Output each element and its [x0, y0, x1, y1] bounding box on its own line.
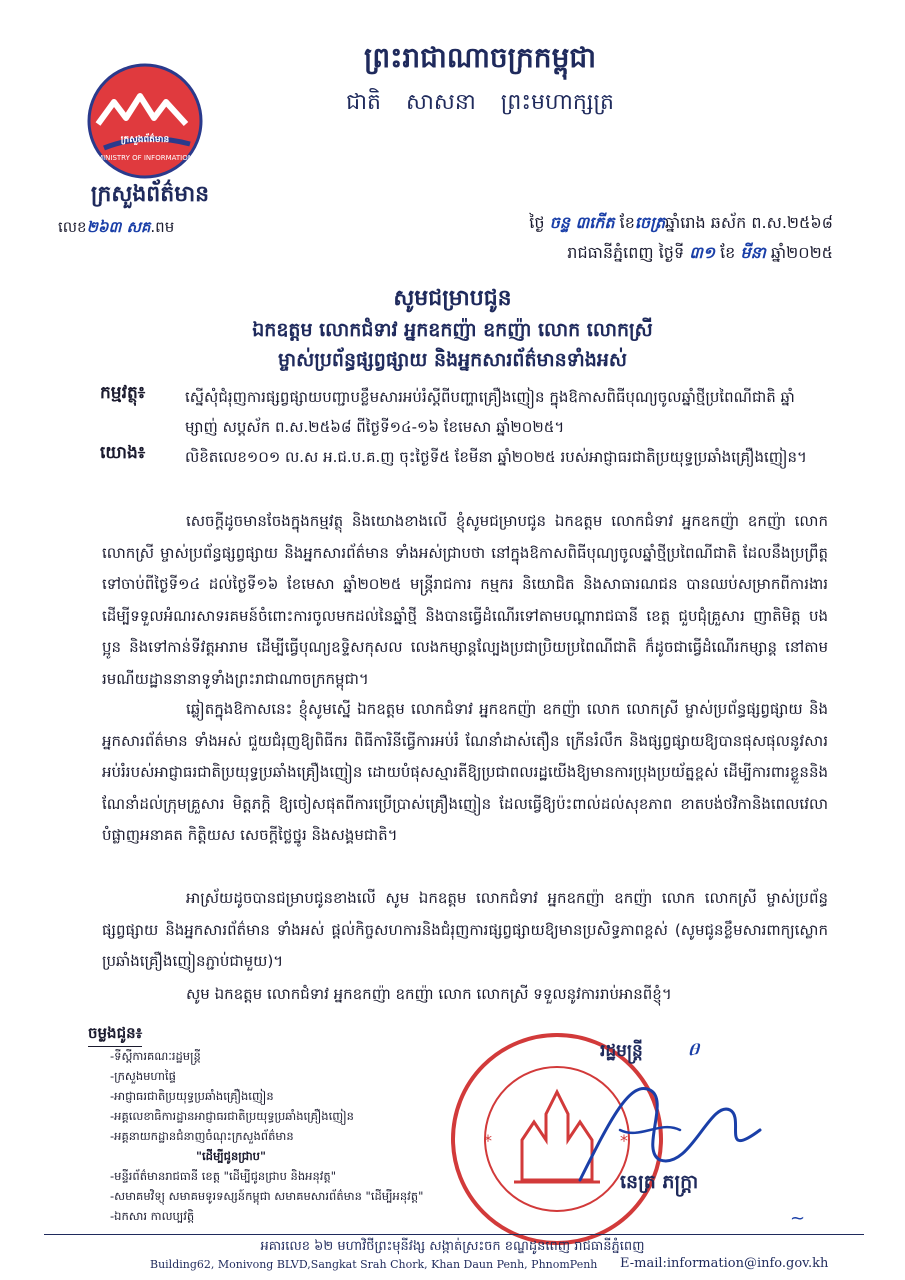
svg-text:*: * [620, 1131, 628, 1150]
subject-label: កម្មវត្ថុ៖ [100, 383, 146, 403]
copies-item: -មន្ទីរព័ត៌មានរាជធានី ខេត្ត "ដើម្បីជូនជ្រាប និងអនុវត្ត" [110, 1169, 336, 1183]
copies-item: -សមាគមវិទ្យុ សមាគមទូរទស្សន៍កម្ពុជា សមាគមសារព័ត៌មាន "ដើម្បីអនុវត្ត" [110, 1189, 424, 1203]
national-motto: ជាតិ សាសនា ព្រះមហាក្សត្រ [346, 90, 614, 115]
closing-sentence: សូម ឯកឧត្តម លោកជំទាវ អ្នកឧកញ៉ា ឧកញ៉ា លោក លោកស្រី ទទួលនូវការរាប់អានពីខ្ញុំ។ [186, 985, 672, 1003]
reference-number-line [58, 218, 174, 240]
solar-prefix: រាជធានីភ្នំពេញ ថ្ងៃទី [567, 243, 685, 262]
footer-address-km: អគារលេខ ៦២ មហាវិថីព្រះមុនីវង្ស សង្កាត់ស្រះចក ខណ្ឌដូនពេញ រាជធានីភ្នំពេញ [260, 1239, 645, 1254]
copies-item: -អគ្គលេខាធិការដ្ឋានអាជ្ញាធរជាតិប្រយុទ្ធប្រឆាំងគ្រឿងញៀន [110, 1109, 354, 1123]
addressee-line-2: ម្ចាស់ប្រព័ន្ធផ្សព្វផ្សាយ និងអ្នកសារព័ត៌មានទាំងអស់ [278, 349, 627, 371]
copies-item: "ដើម្បីជូនជ្រាប" [196, 1149, 266, 1163]
reference-text: លិខិតលេខ១០១ ល.ស អ.ជ.ប.គ.ញ ចុះថ្ងៃទី៥ ខែមីនា ឆ្នាំ២០២៥ របស់អាជ្ញាធរជាតិប្រយុទ្ធប្រឆាំងគ្រឿងញៀន។ [185, 448, 807, 466]
lunar-day: ចន្ទ ៣កើត [549, 213, 615, 232]
body-paragraph-2: ឆ្លៀតក្នុងឱកាសនេះ ខ្ញុំសូមស្នើ ឯកឧត្តម លោកជំទាវ អ្នកឧកញ៉ា ឧកញ៉ា លោក លោកស្រី ម្ចាស់ប្រព័ន្ធផ្សព្វផ្សាយ និងអ្នកសារព័ត៌មាន ទាំងអស់ ជួយជំរុញឱ្យពិធីករ ពិធីការិនីធ្វើការអប់រំ ណែនាំដាស់តឿន ក្រើនរំលឹក និងផ្សព្វផ្សាយឱ្យបានផុសផុលនូវសារអប់រំរបស់អាជ្ញាធរជាតិប្រយុទ្ធប្រឆាំងគ្រឿងញៀន ដោយបំផុសស្មារតីឱ្យប្រជាពលរដ្ឋយើងឱ្យមានការប្រុងប្រយ័ត្នខ្ពស់ ដើម្បីការពារខ្លួននិងណែនាំដល់ក្រុមគ្រួសារ មិត្តភក្តិ ឱ្យចៀសផុតពីការប្រើប្រាស់គ្រឿងញៀន ដែលធ្វើឱ្យប៉ះពាល់ដល់សុខភាព ខាតបង់ថវិកានិងពេលវេលា បំផ្លាញអនាគត កិត្តិយស សេចក្តីថ្លៃថ្នូរ និងសង្គមជាតិ។ [102, 700, 828, 844]
solar-month-label: ខែ [720, 243, 736, 262]
ministry-name: ក្រសួងព័ត៌មាន [90, 182, 210, 207]
lunar-prefix: ថ្ងៃ [529, 213, 545, 232]
footer-address-en: Building62, Monivong BLVD,Sangkat Srah Chork, Khan Daun Penh, PhnomPenh [150, 1258, 598, 1271]
signatory-title: រដ្ឋមន្ត្រី [600, 1041, 643, 1061]
copies-item: -ក្រសួងមហាផ្ទៃ [110, 1069, 176, 1083]
copies-list [110, 1046, 423, 1226]
lunar-date [529, 212, 833, 236]
copies-item: -ឯកសារ កាលប្បវត្តិ [110, 1209, 195, 1223]
initial-mark: ፀ [688, 1036, 699, 1061]
ref-suffix: .ពម [150, 218, 175, 236]
ref-prefix: លេខ [58, 218, 87, 236]
copies-item: -អាជ្ញាធរជាតិប្រយុទ្ធប្រឆាំងគ្រឿងញៀន [110, 1089, 274, 1103]
subject-text: ស្នើសុំជំរុញការផ្សព្វផ្សាយបញ្ជាបខ្លឹមសារអប់រំស្តីពីបញ្ហាគ្រឿងញៀន ក្នុងឱកាសពិធីបុណ្យចូលឆ្នាំថ្មីប្រពៃណីជាតិ ឆ្នាំម្សាញ់ សប្តស័ក ព.ស.២៥៦៨ ពីថ្ងៃទី១៤-១៦ ខែមេសា ឆ្នាំ២០២៥។ [185, 388, 795, 436]
ref-number: ២៦៣ សគ [86, 218, 151, 236]
announcement-heading: សូមជម្រាបជូន [393, 286, 512, 311]
solar-year: ឆ្នាំ២០២៥ [770, 243, 833, 262]
svg-text:*: * [484, 1131, 492, 1150]
logo-text-km: ក្រសួងព័ត៌មាន [120, 135, 170, 145]
solar-date [567, 242, 833, 266]
logo-text-en: MINISTRY OF INFORMATION [97, 154, 193, 162]
lunar-month: ចេត្រ [634, 213, 665, 232]
solar-day: ៣១ [689, 243, 715, 262]
body-paragraph-1: សេចក្តីដូចមានចែងក្នុងកម្មវត្ថុ និងយោងខាងលើ ខ្ញុំសូមជម្រាបជូន ឯកឧត្តម លោកជំទាវ អ្នកឧកញ៉ា ឧកញ៉ា លោក លោកស្រី ម្ចាស់ប្រព័ន្ធផ្សព្វផ្សាយ និងអ្នកសារព័ត៌មាន ទាំងអស់ជ្រាបថា នៅក្នុងឱកាសពិធីបុណ្យចូលឆ្នាំថ្មីប្រពៃណីជាតិ ដែលនឹងប្រព្រឹត្តទៅចាប់ពីថ្ងៃទី១៤ ដល់ថ្ងៃទី១៦ ខែមេសា ឆ្នាំ២០២៥ មន្ត្រីរាជការ កម្មករ និយោជិត និងសាធារណជន បានឈប់សម្រាកពីការងារ ដើម្បីទទួលអំណរសាទរគមន៍ចំពោះការចូលមកដល់នៃឆ្នាំថ្មី និងបានធ្វើដំណើរទៅតាមបណ្តារាជធានី ខេត្ត ជួបជុំគ្រួសារ ញាតិមិត្ត បងប្អូន និងទៅកាន់ទីវត្តអារាម ដើម្បីធ្វើបុណ្យឧទ្ទិសកុសល លេងកម្សាន្តល្បែងប្រជាប្រិយប្រពៃណីជាតិ ក៏ដូចជាធ្វើដំណើរកម្សាន្ត នៅតាមរមណីយដ្ឋាននានាទូទាំងព្រះរាជាណាចក្រកម្ពុជា។ [102, 512, 828, 688]
footer-divider [44, 1234, 864, 1235]
footer-email: E-mail:information@info.gov.kh [620, 1256, 829, 1271]
copies-item: -អគ្គនាយកដ្ឋានជំនាញចំណុះក្រសួងព័ត៌មាន [110, 1129, 294, 1143]
page-mark: ~ [790, 1208, 806, 1229]
kingdom-title: ព្រះរាជាណាចក្រកម្ពុជា [363, 41, 596, 74]
reference-label: យោង៖ [100, 443, 146, 463]
lunar-month-label: ខែ [619, 213, 635, 232]
ministry-logo [86, 62, 204, 180]
copies-item: -ទីស្តីការគណៈរដ្ឋមន្ត្រី [110, 1049, 201, 1063]
body-paragraph-3: អាស្រ័យដូចបានជម្រាបជូនខាងលើ សូម ឯកឧត្តម លោកជំទាវ អ្នកឧកញ៉ា ឧកញ៉ា លោក លោកស្រី ម្ចាស់ប្រព័ន្ធផ្សព្វផ្សាយ និងអ្នកសារព័ត៌មាន ទាំងអស់ ផ្តល់កិច្ចសហការនិងជំរុញការផ្សព្វផ្សាយឱ្យមានប្រសិទ្ធភាពខ្ពស់ (សូមជូនខ្លឹមសារពាក្យស្លោកប្រឆាំងគ្រឿងញៀនភ្ជាប់ជាមួយ)។ [102, 889, 828, 970]
signatory-name: នេត្រ ភក្ត្រា [620, 1171, 699, 1193]
solar-month: មីនា [740, 243, 766, 262]
lunar-rest: ឆ្នាំរោង ឆស័ក ព.ស.២៥៦៨ [665, 213, 833, 232]
copies-title: ចម្លងជូន៖ [88, 1024, 142, 1047]
addressee-line-1: ឯកឧត្តម លោកជំទាវ អ្នកឧកញ៉ា ឧកញ៉ា លោក លោកស្រី [252, 319, 653, 341]
